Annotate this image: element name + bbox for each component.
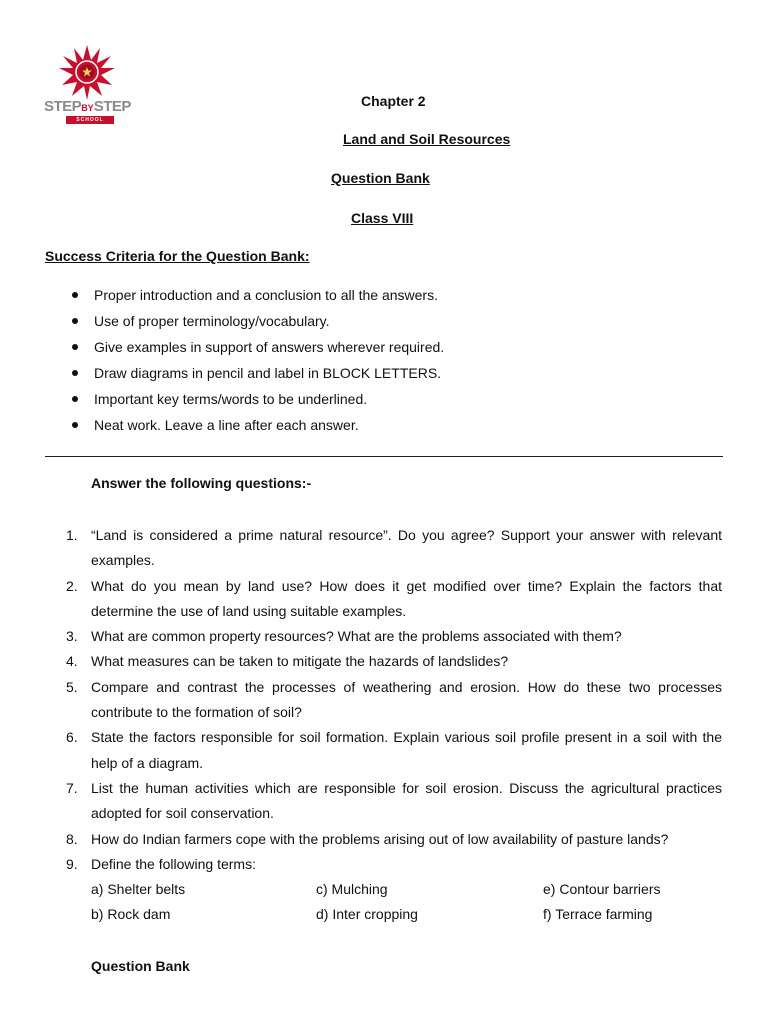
divider-line (45, 456, 723, 457)
question-text: How do Indian farmers cope with the problems arising out of low availability of pasture lands? (91, 830, 669, 847)
question-number: 1. (66, 527, 78, 543)
question-number: 9. (66, 855, 78, 872)
sunburst-logo-icon (44, 44, 130, 100)
question-text: What do you mean by land use? How does it get modified over time? Explain the factors that determine the use of land using suitable examples. (91, 577, 722, 619)
term-item: e) Contour barriers (543, 881, 661, 898)
criteria-item: Give examples in support of answers wherever required. (70, 336, 444, 362)
question-text: State the factors responsible for soil formation. Explain various soil profile present in a soil with the help of a diagram. (91, 729, 722, 771)
question-item (66, 725, 722, 776)
question-number: 8. (66, 830, 78, 847)
question-item (66, 624, 722, 649)
criteria-item: Draw diagrams in pencil and label in BLOCK LETTERS. (70, 362, 444, 388)
terms-grid (91, 877, 722, 928)
criteria-item: Important key terms/words to be underlined. (70, 388, 444, 414)
question-list (66, 523, 722, 928)
question-text: Define the following terms: (91, 855, 256, 872)
term-item: f) Terrace farming (543, 906, 653, 923)
document-subtitle: Question Bank (331, 170, 430, 186)
question-number: 2. (66, 577, 78, 594)
school-logo (44, 44, 130, 128)
question-text: List the human activities which are responsible for soil erosion. Discuss the agricultural practices adopted for soil conservation. (91, 779, 722, 822)
logo-subtitle: SCHOOL (66, 116, 114, 124)
term-item: a) Shelter belts (91, 881, 186, 898)
question-text: What are common property resources? What are the problems associated with them? (91, 628, 622, 645)
criteria-item: Proper introduction and a conclusion to all the answers. (70, 284, 444, 310)
logo-wordmark: STEPBYSTEP (44, 98, 131, 115)
term-item: c) Mulching (316, 881, 388, 898)
question-number: 3. (66, 628, 78, 645)
criteria-heading: Success Criteria for the Question Bank: (45, 248, 310, 264)
question-number: 6. (66, 729, 78, 746)
question-number: 5. (66, 678, 78, 695)
question-item (66, 776, 722, 827)
criteria-list (70, 284, 444, 440)
class-label: Class VIII (351, 210, 414, 226)
question-number: 7. (66, 779, 78, 796)
question-number: 4. (66, 653, 78, 670)
chapter-title: Land and Soil Resources (343, 131, 511, 147)
criteria-item: Use of proper terminology/vocabulary. (70, 310, 444, 336)
question-text: What measures can be taken to mitigate the hazards of landslides? (91, 653, 509, 670)
question-item (66, 852, 722, 928)
term-item: d) Inter cropping (316, 906, 418, 923)
question-text: Compare and contrast the processes of weathering and erosion. How do these two processes contribute to the formation of soil? (91, 678, 722, 721)
question-item (66, 523, 722, 574)
question-item (66, 675, 722, 726)
question-text: “Land is considered a prime natural resource”. Do you agree? Support your answer with relevant examples. (91, 527, 722, 569)
questions-heading: Answer the following questions:- (91, 475, 312, 491)
question-item (66, 827, 722, 852)
question-item (66, 649, 722, 674)
chapter-label: Chapter 2 (361, 93, 426, 109)
criteria-item: Neat work. Leave a line after each answer. (70, 414, 444, 440)
question-item (66, 574, 722, 625)
term-item: b) Rock dam (91, 906, 171, 923)
footer-question-bank: Question Bank (91, 958, 190, 974)
